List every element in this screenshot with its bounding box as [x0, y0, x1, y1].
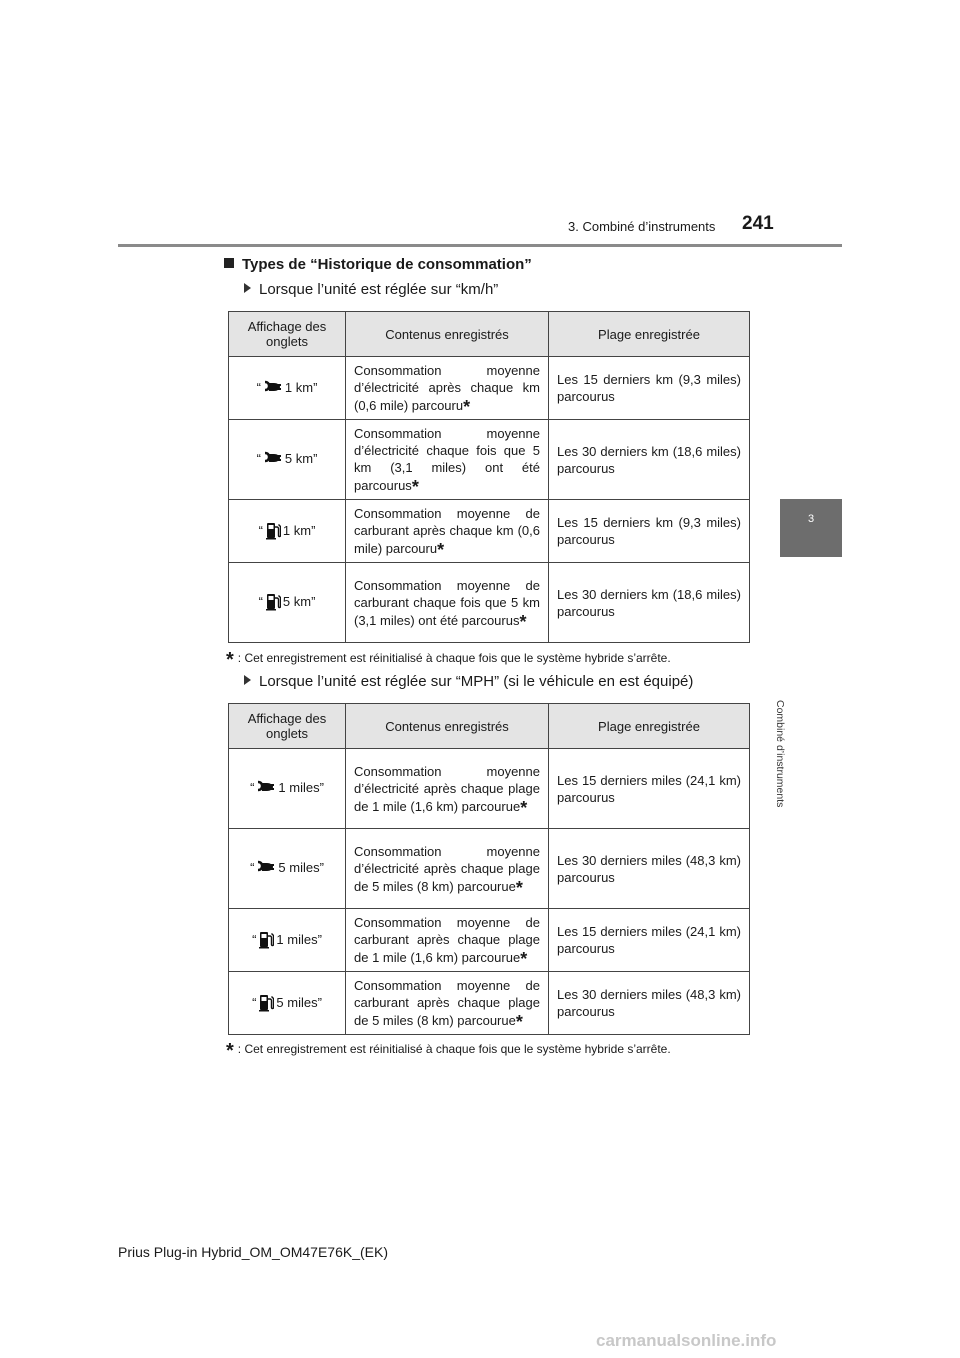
open-quote: “ — [256, 379, 261, 395]
asterisk-icon: * — [515, 1012, 523, 1032]
recorded-content-cell — [346, 563, 549, 643]
recorded-range-cell: Les 30 derniers km (18,6 miles) parcourus — [549, 563, 750, 643]
subheading-kmh — [244, 281, 498, 298]
open-quote: “ — [252, 931, 257, 947]
tab-display-cell — [229, 749, 346, 829]
table-row — [229, 972, 750, 1035]
header-divider — [118, 244, 842, 247]
tab-label: 5 miles” — [278, 859, 324, 875]
column-header: Plage enregistrée — [549, 704, 750, 749]
recorded-range-cell: Les 30 derniers km (18,6 miles) parcourus — [549, 420, 750, 500]
open-quote: “ — [250, 779, 255, 795]
column-header: Plage enregistrée — [549, 312, 750, 357]
table-row — [229, 420, 750, 500]
page-number: 241 — [742, 213, 774, 234]
recorded-content-cell — [346, 829, 549, 909]
table-row — [229, 500, 750, 563]
asterisk-icon: * — [463, 397, 471, 417]
table-mph — [228, 703, 750, 1035]
recorded-content-text: Consommation moyenne de carburant après chaque km (0,6 mile) parcouru — [354, 506, 540, 556]
asterisk-icon: * — [437, 540, 445, 560]
table-row — [229, 563, 750, 643]
asterisk-icon: * — [520, 949, 528, 969]
table-row — [229, 749, 750, 829]
recorded-range-cell: Les 15 derniers miles (24,1 km) parcourus — [549, 749, 750, 829]
open-quote: “ — [258, 522, 263, 538]
asterisk-icon: * — [515, 877, 523, 898]
footnote-2 — [226, 1036, 671, 1062]
plug-icon — [256, 858, 276, 879]
tab-display-cell — [229, 563, 346, 643]
column-header: Contenus enregistrés — [346, 704, 549, 749]
open-quote: “ — [250, 859, 255, 875]
subheading-mph — [244, 673, 693, 690]
recorded-content-text: Consommation moyenne d’électricité après chaque km (0,6 mile) parcouru — [354, 363, 540, 413]
recorded-range-cell: Les 30 derniers miles (48,3 km) parcourus — [549, 972, 750, 1035]
recorded-range-cell: Les 15 derniers km (9,3 miles) parcourus — [549, 500, 750, 563]
header-section-title: 3. Combiné d’instruments — [568, 219, 716, 234]
recorded-range-cell: Les 15 derniers miles (24,1 km) parcourus — [549, 909, 750, 972]
column-header: Affichage des onglets — [229, 704, 346, 749]
tab-display-cell — [229, 357, 346, 420]
tab-display-cell — [229, 829, 346, 909]
section-heading — [224, 256, 532, 273]
fuel-pump-icon — [258, 992, 274, 1015]
recorded-content-cell — [346, 420, 549, 500]
table-row — [229, 357, 750, 420]
tab-display-cell — [229, 500, 346, 563]
fuel-pump-icon — [265, 591, 281, 614]
plug-icon — [256, 778, 276, 799]
watermark: carmanualsonline.info — [596, 1331, 777, 1350]
plug-icon — [263, 449, 283, 470]
recorded-range-cell: Les 30 derniers miles (48,3 km) parcourus — [549, 829, 750, 909]
chapter-side-label-text: Combiné d’instruments — [774, 700, 786, 808]
table-kmh — [228, 311, 750, 643]
table-row — [229, 829, 750, 909]
recorded-content-text: Consommation moyenne d’électricité après chaque plage de 1 mile (1,6 km) parcourue — [354, 763, 540, 814]
tab-display-cell — [229, 420, 346, 500]
asterisk-icon: * — [520, 797, 528, 818]
tab-label: 1 km” — [284, 379, 318, 395]
table-row — [229, 909, 750, 972]
tab-label: 5 km” — [282, 593, 316, 609]
recorded-content-cell — [346, 357, 549, 420]
footer-doc-id: Prius Plug-in Hybrid_OM_OM47E76K_(EK) — [118, 1244, 388, 1260]
recorded-content-text: Consommation moyenne d’électricité chaque fois que 5 km (3,1 miles) ont été parcourus — [354, 426, 540, 493]
chapter-tab: 3 — [780, 499, 842, 557]
open-quote: “ — [258, 593, 263, 609]
column-header: Affichage des onglets — [229, 312, 346, 357]
triangle-bullet-icon — [244, 283, 251, 293]
triangle-bullet-icon — [244, 675, 251, 685]
tab-label: 5 miles” — [276, 994, 322, 1010]
recorded-range-cell: Les 15 derniers km (9,3 miles) parcourus — [549, 357, 750, 420]
recorded-content-cell — [346, 500, 549, 563]
footnote-1 — [226, 645, 671, 671]
fuel-pump-icon — [265, 520, 281, 543]
open-quote: “ — [256, 450, 261, 466]
recorded-content-cell — [346, 749, 549, 829]
tab-label: 1 miles” — [278, 779, 324, 795]
tab-display-cell — [229, 909, 346, 972]
column-header: Contenus enregistrés — [346, 312, 549, 357]
section-heading-text: Types de “Historique de consommation” — [242, 256, 532, 273]
subheading-kmh-text: Lorsque l’unité est réglée sur “km/h” — [259, 281, 499, 298]
chapter-side-label — [774, 568, 802, 808]
plug-icon — [263, 378, 283, 399]
subheading-mph-text: Lorsque l’unité est réglée sur “MPH” (si le véhicule en est équipé) — [259, 673, 694, 690]
fuel-pump-icon — [258, 929, 274, 952]
asterisk-icon: * — [226, 1040, 234, 1062]
recorded-content-text: Consommation moyenne d’électricité après chaque plage de 5 miles (8 km) parcourue — [354, 843, 540, 894]
asterisk-icon: * — [519, 611, 527, 632]
square-bullet-icon — [224, 258, 234, 268]
recorded-content-text: Consommation moyenne de carburant après chaque plage de 1 mile (1,6 km) parcourue — [354, 915, 540, 965]
tab-display-cell — [229, 972, 346, 1035]
recorded-content-text: Consommation moyenne de carburant chaque fois que 5 km (3,1 miles) ont été parcourus — [354, 577, 540, 628]
open-quote: “ — [252, 994, 257, 1010]
footnote-1-text: : Cet enregistrement est réinitialisé à chaque fois que le système hybride s’arrête. — [237, 651, 671, 665]
tab-label: 1 miles” — [276, 931, 322, 947]
recorded-content-text: Consommation moyenne de carburant après chaque plage de 5 miles (8 km) parcourue — [354, 978, 540, 1028]
asterisk-icon: * — [226, 649, 234, 671]
tab-label: 1 km” — [282, 522, 316, 538]
recorded-content-cell — [346, 972, 549, 1035]
recorded-content-cell — [346, 909, 549, 972]
footnote-2-text: : Cet enregistrement est réinitialisé à chaque fois que le système hybride s’arrête. — [237, 1042, 671, 1056]
asterisk-icon: * — [411, 477, 419, 497]
tab-label: 5 km” — [284, 450, 318, 466]
